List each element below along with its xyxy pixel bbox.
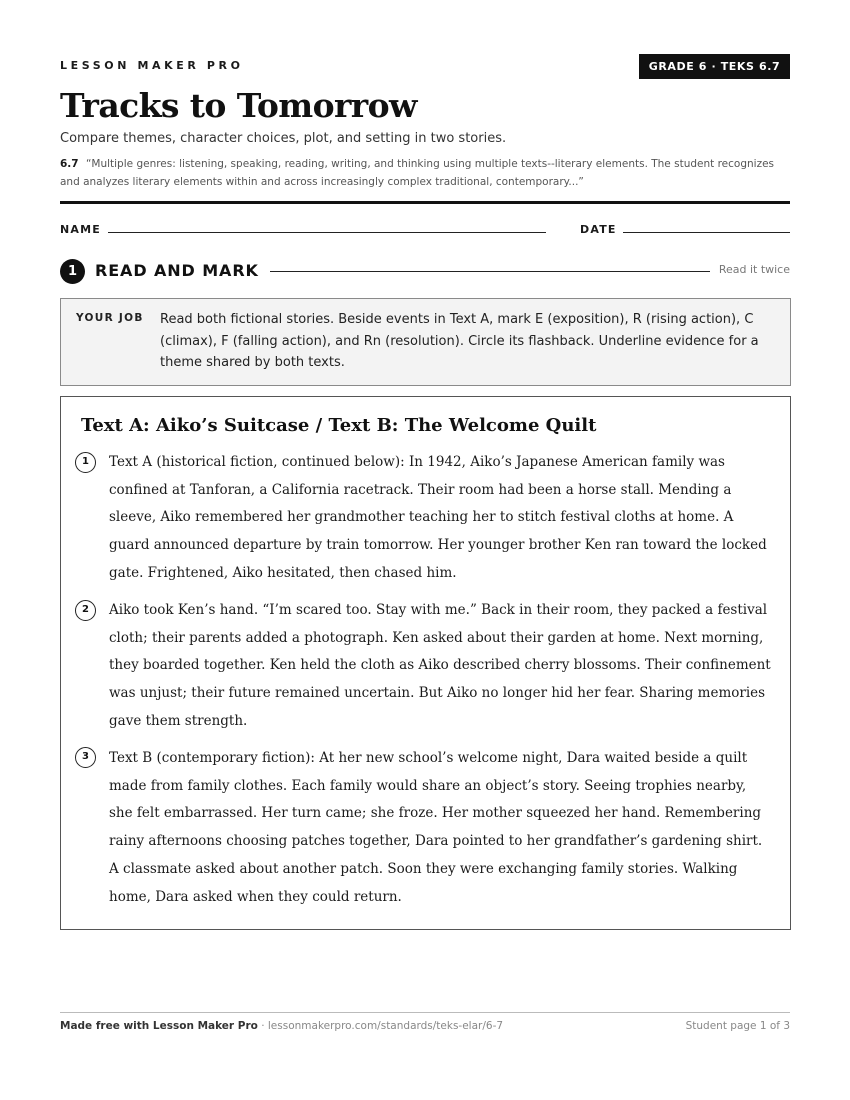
reading-passage-box	[60, 396, 791, 930]
paragraph-text: Text B (contemporary fiction): At her new school’s welcome night, Dara waited beside a quilt made from family clothes. Each family would share an object’s story. Seeing trophies nearby, she felt embarrassed. Her turn came; she froze. Her mother squeezed her hand. Remembering rainy afternoons choosing patches together, Dara pointed to her grandfather’s gardening shirt. A classmate asked about another patch. Soon they were exchanging family stories. Walking home, Dara asked when they could return.	[109, 750, 763, 905]
name-field[interactable]	[108, 232, 546, 233]
section-title: READ AND MARK	[95, 261, 259, 280]
date-label: DATE	[580, 223, 617, 236]
instructions-text: Read both fictional stories. Beside events in Text A, mark E (exposition), R (rising action), C (climax), F (falling action), and Rn (resolution). Circle its flashback. Underline evidence for a theme shared by both texts.	[160, 312, 759, 370]
paragraph-number: 3	[75, 747, 96, 768]
paragraph-text: Aiko took Ken’s hand. “I’m scared too. Stay with me.” Back in their room, they packed a festival cloth; their parents added a photograph. Ken asked about their garden at home. Next morning, they boarded together. Ken held the cloth as Aiko described cherry blossoms. Their confinement was unjust; their future remained uncertain. But Aiko no longer hid her fear. Sharing memories gave them strength.	[109, 602, 771, 729]
section-divider	[270, 271, 710, 272]
date-field[interactable]	[623, 232, 790, 233]
standard-description	[60, 156, 790, 191]
page-subtitle: Compare themes, character choices, plot, and setting in two stories.	[60, 131, 507, 146]
header-divider	[60, 201, 790, 204]
section-note: Read it twice	[718, 263, 790, 276]
standard-text: “Multiple genres: listening, speaking, reading, writing, and thinking using multiple texts--literary elements. The student recognizes and analyzes literary elements within and across increasingly complex traditional, contemporary...”	[60, 158, 775, 188]
footer-separator: ·	[261, 1020, 268, 1032]
section-number-badge: 1	[60, 259, 85, 284]
paragraph-text: Text A (historical fiction, continued below): In 1942, Aiko’s Japanese American family was confined at Tanforan, a California racetrack. Their room had been a horse stall. Mending a sleeve, Aiko remembered her grandmother teaching her to stitch festival cloths at home. A guard announced departure by train tomorrow. Her younger brother Ken ran toward the locked gate. Frightened, Aiko hesitated, then chased him.	[109, 454, 767, 581]
instructions-box	[60, 298, 791, 386]
reading-heading: Text A: Aiko’s Suitcase / Text B: The Welcome Quilt	[81, 415, 597, 436]
footer-credit	[60, 1020, 503, 1032]
paragraph-number: 1	[75, 452, 96, 473]
standard-code: 6.7	[60, 158, 79, 170]
name-label: NAME	[60, 223, 101, 236]
brand-name: LESSON MAKER PRO	[60, 59, 244, 72]
grade-badge: GRADE 6 · TEKS 6.7	[639, 54, 790, 79]
paragraph-number: 2	[75, 600, 96, 621]
page-title: Tracks to Tomorrow	[60, 86, 417, 125]
instructions-label: YOUR JOB	[76, 312, 144, 324]
footer-divider	[60, 1012, 790, 1013]
footer-page-number: Student page 1 of 3	[685, 1020, 790, 1032]
footer-made-with: Made free with Lesson Maker Pro	[60, 1020, 258, 1032]
footer-url[interactable]: lessonmakerpro.com/standards/teks-elar/6-7	[267, 1020, 504, 1032]
